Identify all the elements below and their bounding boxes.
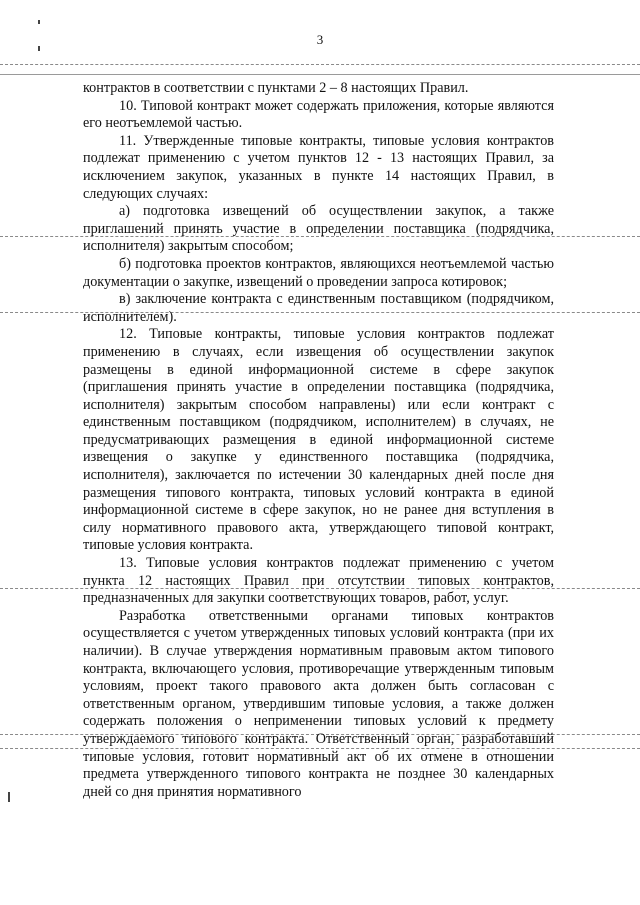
scan-mark-top-left xyxy=(38,20,40,24)
paragraph-11: 11. Утвержденные типовые контракты, типовые условия контрактов подлежат применению с учетом пунктов 12 - 13 настоящих Правил, за исключением закупок, указанных в пункте 14 настоящих Правил, в следующих случаях: xyxy=(83,132,554,202)
paragraph-13-continued: Разработка ответственными органами типовых контрактов осуществляется с учетом утвержденных типовых условий контракта (при их наличии). В случае утверждения нормативным правовым актом типового контракта, включающего условия, противоречащие утвержденным типовым условиям, проект такого правового акта должен быть согласован с ответственным органом, утвердившим типовые условия, а также должен содержать положения о неприменении типовых условий к предмету утверждаемого типового контракта. Ответственный орган, разработавший типовые условия, готовит нормативный акт об их отмене в отношении предмета утвержденного типового контракта не позднее 30 календарных дней со дня принятия нормативного xyxy=(83,607,554,800)
scan-mark-top-left-2 xyxy=(38,46,40,51)
paragraph-12: 12. Типовые контракты, типовые условия контрактов подлежат применению в случаях, если извещения об осуществлении закупок размещены в единой информационной системе в сфере закупок (приглашения принять участие в определении поставщика (подрядчика, исполнителя) закрытым способом направлены) или если контракт с единственным поставщиком (подрядчиком, исполнителем) в случаях, не предусматривающих размещения в единой информационной системе извещения о закупке у единственного поставщика (подрядчика, исполнителя), заключается по истечении 30 календарных дней после дня размещения типового контракта, типовых условий контракта в единой информационной системе в сфере закупок, но не ранее дня вступления в силу нормативного правового акта, утверждающего типовой контракт, типовые условия контракта. xyxy=(83,326,554,554)
paragraph-10: 10. Типовой контракт может содержать приложения, которые являются его неотъемлемой частью. xyxy=(83,97,554,132)
document-body xyxy=(83,80,554,801)
paragraph-13: 13. Типовые условия контрактов подлежат применению с учетом пункта 12 настоящих Правил при отсутствии типовых контрактов, предназначенных для закупки соответствующих товаров, работ, услуг. xyxy=(83,555,554,607)
paragraph-continuation: контрактов в соответствии с пунктами 2 – 8 настоящих Правил. xyxy=(83,80,469,96)
paragraph-11-v: в) заключение контракта с единственным поставщиком (подрядчиком, исполнителем). xyxy=(83,291,554,325)
paragraph-11-a: а) подготовка извещений об осуществлении закупок, а также приглашений принять участие в определении поставщика (подрядчика, исполнителя) закрытым способом; xyxy=(83,203,554,255)
scan-line-top xyxy=(0,64,640,65)
page-number: 3 xyxy=(316,32,324,47)
scan-mark-left xyxy=(8,792,10,802)
paragraph-11-b: б) подготовка проектов контрактов, являющихся неотъемлемой частью документации о закупке, извещений о проведении запроса котировок; xyxy=(83,255,554,290)
scan-line-top-2 xyxy=(0,74,640,75)
